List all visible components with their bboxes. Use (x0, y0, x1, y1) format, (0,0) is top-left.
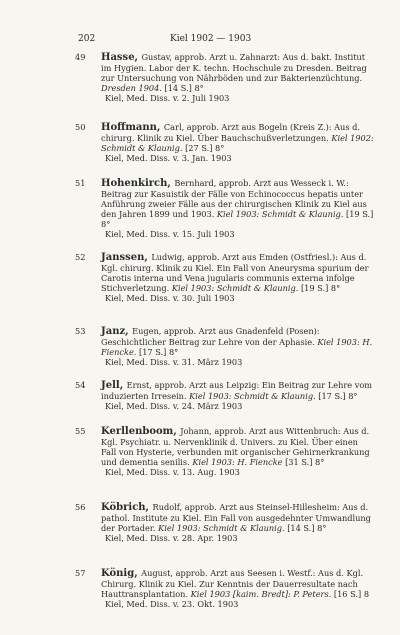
entry-number: 53 (75, 326, 86, 336)
entry-text: Carl, approb. Arzt aus Bogeln (Kreis Z.): Aus d. chirurg. Klinik zu Kiel. Über Bauchschußverletzungen. (101, 122, 360, 143)
list-item (75, 568, 375, 624)
entry-extra: [31 S.] 8° (285, 457, 325, 467)
entry-ref: Kiel 1902: Schmidt & Klaunig. (101, 133, 374, 153)
entry-ref: Kiel 1903: Schmidt & Klaunig. (158, 523, 288, 533)
entry-name: Hoffmann, (101, 122, 164, 133)
entry-pub: Kiel, Med. Diss. v. 15. Juli 1903 (105, 229, 235, 239)
entry-name: König, (101, 568, 142, 579)
entry-number: 55 (75, 426, 86, 436)
entry-name: Janz, (101, 326, 133, 337)
entry-ref: Kiel 1903: H. Fiencke. (101, 337, 373, 357)
list-item (75, 252, 375, 316)
entry-extra: [14 S.] 8° (164, 83, 204, 93)
entry-number: 56 (75, 502, 86, 512)
entry-text: Bernhard, approb. Arzt aus Wesseck i. W.: Beitrag zur Kasuistik der Fälle von Echinococcus hepatis unter Anführung zweier Fälle aus der chirurgischen Klinik zu Kiel aus den Jahren 1899 und 1903. (101, 178, 367, 219)
list-item (75, 380, 375, 416)
entry-pub: Kiel, Med. Diss. v. 28. Apr. 1903 (105, 533, 238, 543)
entry-extra: [19 S.] 8° (300, 283, 341, 293)
entry-text: Gustav, approb. Arzt u. Zahnarzt: Aus d. bakt. Institut im Hygien. Labor der K. techn. Hochschule zu Dresden. Beitrag zur Untersuchung von Nährböden und zur Bakterienzüchtung. (101, 52, 367, 83)
list-item (75, 178, 375, 242)
entry-name: Hasse, (101, 52, 142, 63)
entry-number: 57 (75, 568, 86, 578)
entry-name: Janssen, (101, 252, 152, 263)
entry-text: Ernst, approb. Arzt aus Leipzig: Ein Beitrag zur Lehre vom induzierten Irresein. (101, 380, 373, 401)
entry-extra: [27 S.] 8° (185, 143, 225, 153)
entry-pub: Kiel, Med. Diss. v. 13. Aug. 1903 (105, 467, 240, 477)
entry-list (75, 52, 375, 634)
entry-extra: [19 S.] 8° (101, 209, 374, 229)
entry-text: August, approb. Arzt aus Seesen i. Westf.: Aus d. Kgl. Chirurg. Klinik zu Kiel. Zur Kenntnis der Dauerresultate nach Hauttransplantation. (101, 568, 364, 599)
list-item (75, 122, 375, 168)
entry-pub: Kiel, Med. Diss. v. 24. März 1903 (105, 401, 243, 411)
entry-name: Jell, (101, 380, 127, 391)
entry-ref: Kiel 1903: Schmidt & Klaunig. (189, 391, 319, 401)
list-item (75, 326, 375, 370)
list-item (75, 52, 375, 112)
entry-number: 54 (75, 380, 86, 390)
entry-number: 52 (75, 252, 86, 262)
entry-pub: Kiel, Med. Diss. v. 30. Juli 1903 (105, 293, 235, 303)
running-title: Kiel 1902 — 1903 (170, 34, 252, 44)
entry-extra: [17 S.] 8° (318, 391, 358, 401)
entry-extra: [14 S.] 8° (287, 523, 327, 533)
entry-name: Hohenkirch, (101, 178, 175, 189)
entry-name: Köbrich, (101, 502, 153, 513)
entry-number: 50 (75, 122, 86, 132)
entry-text: Eugen, approb. Arzt aus Gnadenfeld (Posen): Geschichtlicher Beitrag zur Lehre von der Aphasie. (101, 326, 320, 347)
page-header (78, 34, 360, 48)
list-item (75, 426, 375, 492)
entry-name: Kerllenboom, (101, 426, 181, 437)
entry-ref: Kiel 1903: Schmidt & Klaunig. (216, 209, 347, 219)
entry-pub: Kiel, Med. Diss. v. 23. Okt. 1903 (105, 599, 239, 609)
page-number: 202 (78, 34, 96, 44)
entry-ref: Kiel 1903 [kaim. Bredt]: P. Peters. (190, 589, 334, 599)
entry-text: Johann, approb. Arzt aus Wittenbruch: Aus d. Kgl. Psychiatr. u. Nervenklinik d. Univers. zu Kiel. Über einen Fall von Hysterie, verbunden mit organischer Gehirnerkrankung und dementia senilis. (101, 426, 370, 467)
entry-pub: Kiel, Med. Diss. v. 31. März 1903 (105, 357, 243, 367)
entry-text: Rudolf, approb. Arzt aus Steinsel-Hillesheim: Aus d. pathol. Institute zu Kiel. Ein Fall von ausgedehnter Umwandlung der Portader. (101, 502, 371, 533)
entry-pub: Kiel, Med. Diss. v. 3. Jan. 1903 (105, 153, 232, 163)
entry-extra: [17 S.] 8° (139, 347, 179, 357)
entry-number: 51 (75, 178, 86, 188)
list-item (75, 502, 375, 558)
entry-text: Ludwig, approb. Arzt aus Emden (Ostfriesl.): Aus d. Kgl. chirurg. Klinik zu Kiel. Ein Fall von Aneurysma spurium der Carotis interna und Vena jugularis communis externa infolge Stichverletzung. (101, 252, 369, 293)
entry-pub: Kiel, Med. Diss. v. 2. Juli 1903 (105, 93, 230, 103)
entry-extra: [16 S.] 8 (333, 589, 370, 599)
entry-number: 49 (75, 52, 86, 62)
entry-ref: Kiel 1903: Schmidt & Klaunig. (171, 283, 301, 293)
entry-ref: Dresden 1904. (101, 83, 165, 93)
entry-ref: Kiel 1903: H. Fiencke (192, 457, 286, 467)
